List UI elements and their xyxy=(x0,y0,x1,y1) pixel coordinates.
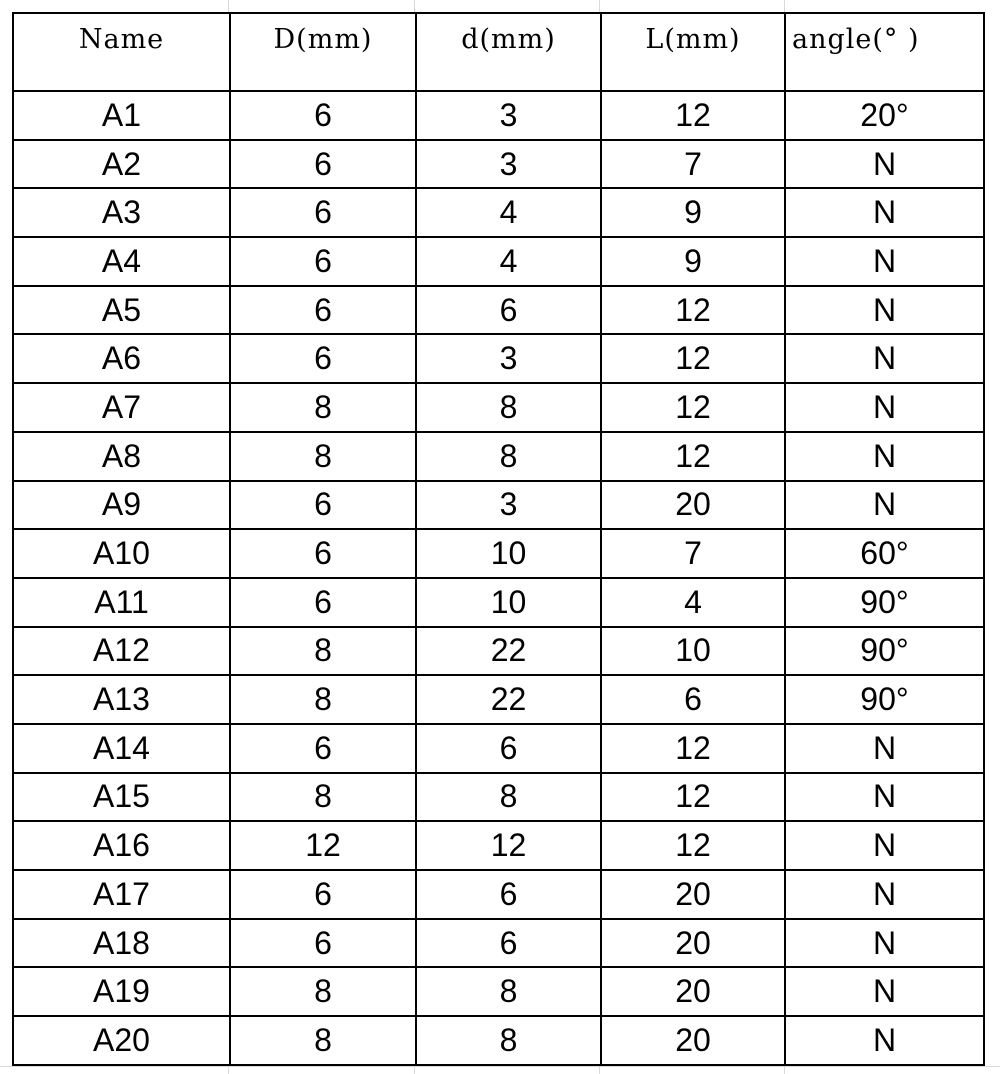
cell-length[interactable]: 12 xyxy=(601,383,785,432)
cell-inner-diameter[interactable]: 12 xyxy=(416,821,601,870)
cell-angle[interactable]: 90° xyxy=(785,627,984,676)
cell-name[interactable]: A17 xyxy=(13,870,230,919)
cell-inner-diameter[interactable]: 3 xyxy=(416,334,601,383)
table-row xyxy=(13,286,984,335)
cell-outer-diameter[interactable]: 8 xyxy=(230,383,416,432)
cell-outer-diameter[interactable]: 6 xyxy=(230,529,416,578)
cell-outer-diameter[interactable]: 8 xyxy=(230,627,416,676)
cell-inner-diameter[interactable]: 3 xyxy=(416,481,601,530)
cell-outer-diameter[interactable]: 6 xyxy=(230,237,416,286)
cell-name[interactable]: A11 xyxy=(13,578,230,627)
cell-angle[interactable]: N xyxy=(785,140,984,189)
cell-angle[interactable]: N xyxy=(785,383,984,432)
table-row xyxy=(13,432,984,481)
table-row xyxy=(13,919,984,968)
cell-outer-diameter[interactable]: 6 xyxy=(230,578,416,627)
cell-name[interactable]: A14 xyxy=(13,724,230,773)
cell-outer-diameter[interactable]: 6 xyxy=(230,724,416,773)
cell-outer-diameter[interactable]: 6 xyxy=(230,188,416,237)
cell-angle[interactable]: 20° xyxy=(785,91,984,140)
cell-angle[interactable]: 90° xyxy=(785,675,984,724)
cell-inner-diameter[interactable]: 3 xyxy=(416,140,601,189)
cell-angle[interactable]: N xyxy=(785,481,984,530)
cell-inner-diameter[interactable]: 8 xyxy=(416,773,601,822)
cell-length[interactable]: 7 xyxy=(601,140,785,189)
cell-angle[interactable]: N xyxy=(785,334,984,383)
table-row xyxy=(13,675,984,724)
cell-angle[interactable]: N xyxy=(785,821,984,870)
table-row xyxy=(13,627,984,676)
cell-angle[interactable]: N xyxy=(785,237,984,286)
cell-length[interactable]: 7 xyxy=(601,529,785,578)
gridline xyxy=(0,1066,1000,1067)
cell-length[interactable]: 20 xyxy=(601,1016,785,1065)
cell-angle[interactable]: N xyxy=(785,967,984,1016)
data-table xyxy=(12,12,985,1066)
cell-name[interactable]: A3 xyxy=(13,188,230,237)
cell-outer-diameter[interactable]: 8 xyxy=(230,967,416,1016)
cell-name[interactable]: A5 xyxy=(13,286,230,335)
table-row xyxy=(13,1016,984,1065)
cell-length[interactable]: 4 xyxy=(601,578,785,627)
cell-angle[interactable]: N xyxy=(785,919,984,968)
header-row xyxy=(13,13,984,91)
cell-outer-diameter[interactable]: 6 xyxy=(230,140,416,189)
cell-length[interactable]: 12 xyxy=(601,821,785,870)
cell-outer-diameter[interactable]: 6 xyxy=(230,334,416,383)
cell-inner-diameter[interactable]: 10 xyxy=(416,529,601,578)
cell-outer-diameter[interactable]: 12 xyxy=(230,821,416,870)
table-row xyxy=(13,578,984,627)
cell-outer-diameter[interactable]: 6 xyxy=(230,919,416,968)
cell-length[interactable]: 12 xyxy=(601,724,785,773)
cell-outer-diameter[interactable]: 6 xyxy=(230,870,416,919)
cell-outer-diameter[interactable]: 6 xyxy=(230,286,416,335)
cell-name[interactable]: A9 xyxy=(13,481,230,530)
cell-inner-diameter[interactable]: 6 xyxy=(416,870,601,919)
cell-outer-diameter[interactable]: 6 xyxy=(230,481,416,530)
cell-inner-diameter[interactable]: 8 xyxy=(416,967,601,1016)
cell-length[interactable]: 20 xyxy=(601,919,785,968)
cell-length[interactable]: 20 xyxy=(601,870,785,919)
cell-angle[interactable]: 90° xyxy=(785,578,984,627)
cell-length[interactable]: 6 xyxy=(601,675,785,724)
cell-name[interactable]: A6 xyxy=(13,334,230,383)
table-row xyxy=(13,529,984,578)
table-row xyxy=(13,383,984,432)
cell-inner-diameter[interactable]: 3 xyxy=(416,91,601,140)
header-cell-length[interactable]: L(mm) xyxy=(601,13,785,91)
cell-length[interactable]: 10 xyxy=(601,627,785,676)
table-row xyxy=(13,870,984,919)
cell-inner-diameter[interactable]: 8 xyxy=(416,432,601,481)
cell-name[interactable]: A1 xyxy=(13,91,230,140)
header-cell-name[interactable]: Name xyxy=(13,13,230,91)
cell-angle[interactable]: N xyxy=(785,870,984,919)
table-row xyxy=(13,140,984,189)
cell-inner-diameter[interactable]: 22 xyxy=(416,675,601,724)
table-body xyxy=(13,91,984,1065)
table-row xyxy=(13,481,984,530)
cell-angle[interactable]: N xyxy=(785,286,984,335)
cell-length[interactable]: 12 xyxy=(601,773,785,822)
cell-angle[interactable]: N xyxy=(785,432,984,481)
cell-name[interactable]: A8 xyxy=(13,432,230,481)
cell-name[interactable]: A18 xyxy=(13,919,230,968)
cell-inner-diameter[interactable]: 8 xyxy=(416,1016,601,1065)
cell-name[interactable]: A12 xyxy=(13,627,230,676)
cell-outer-diameter[interactable]: 8 xyxy=(230,1016,416,1065)
cell-length[interactable]: 12 xyxy=(601,91,785,140)
cell-angle[interactable]: N xyxy=(785,1016,984,1065)
cell-outer-diameter[interactable]: 8 xyxy=(230,773,416,822)
cell-name[interactable]: A15 xyxy=(13,773,230,822)
table-row xyxy=(13,724,984,773)
cell-outer-diameter[interactable]: 8 xyxy=(230,675,416,724)
cell-length[interactable]: 12 xyxy=(601,286,785,335)
cell-name[interactable]: A19 xyxy=(13,967,230,1016)
cell-name[interactable]: A4 xyxy=(13,237,230,286)
table-row xyxy=(13,237,984,286)
cell-name[interactable]: A2 xyxy=(13,140,230,189)
table-row xyxy=(13,334,984,383)
table-row xyxy=(13,91,984,140)
table-row xyxy=(13,188,984,237)
cell-inner-diameter[interactable]: 10 xyxy=(416,578,601,627)
cell-inner-diameter[interactable]: 4 xyxy=(416,237,601,286)
cell-angle[interactable]: N xyxy=(785,188,984,237)
cell-inner-diameter[interactable]: 8 xyxy=(416,383,601,432)
cell-length[interactable]: 9 xyxy=(601,188,785,237)
cell-name[interactable]: A20 xyxy=(13,1016,230,1065)
cell-length[interactable]: 20 xyxy=(601,967,785,1016)
cell-inner-diameter[interactable]: 4 xyxy=(416,188,601,237)
cell-inner-diameter[interactable]: 6 xyxy=(416,286,601,335)
cell-name[interactable]: A13 xyxy=(13,675,230,724)
header-cell-angle[interactable]: angle(° ) xyxy=(785,13,984,91)
table-row xyxy=(13,773,984,822)
table-row xyxy=(13,967,984,1016)
cell-name[interactable]: A7 xyxy=(13,383,230,432)
cell-name[interactable]: A10 xyxy=(13,529,230,578)
header-cell-inner-diameter[interactable]: d(mm) xyxy=(416,13,601,91)
cell-outer-diameter[interactable]: 8 xyxy=(230,432,416,481)
cell-length[interactable]: 20 xyxy=(601,481,785,530)
cell-inner-diameter[interactable]: 22 xyxy=(416,627,601,676)
cell-length[interactable]: 12 xyxy=(601,432,785,481)
cell-angle[interactable]: N xyxy=(785,724,984,773)
table-row xyxy=(13,821,984,870)
cell-inner-diameter[interactable]: 6 xyxy=(416,919,601,968)
cell-outer-diameter[interactable]: 6 xyxy=(230,91,416,140)
cell-angle[interactable]: N xyxy=(785,773,984,822)
header-cell-outer-diameter[interactable]: D(mm) xyxy=(230,13,416,91)
cell-angle[interactable]: 60° xyxy=(785,529,984,578)
cell-length[interactable]: 9 xyxy=(601,237,785,286)
cell-length[interactable]: 12 xyxy=(601,334,785,383)
cell-name[interactable]: A16 xyxy=(13,821,230,870)
cell-inner-diameter[interactable]: 6 xyxy=(416,724,601,773)
